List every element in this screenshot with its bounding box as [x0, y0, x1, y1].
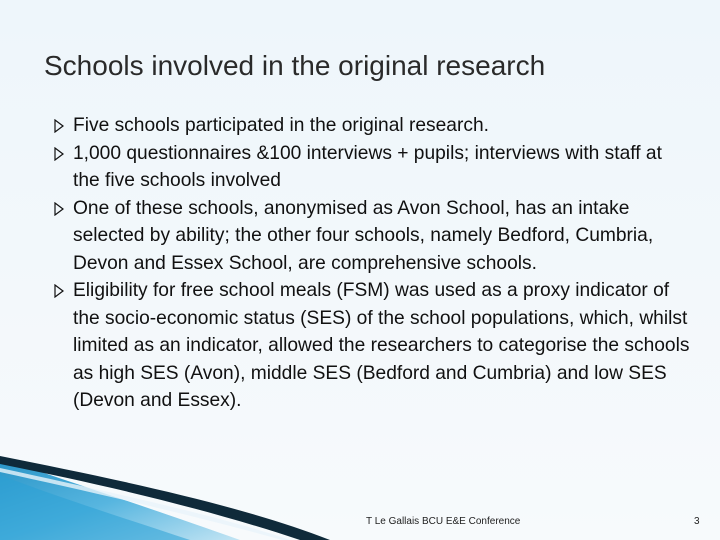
slide-title: Schools involved in the original research [44, 50, 546, 81]
bullet-text: Eligibility for free school meals (FSM) was used as a proxy indicator of the socio-economic status (SES) of the school populations, which, whilst limited as an indicator, allowed the researchers to categorise the schools as high SES (Avon), middle SES (Bedford and Cumbria) and low SES (Devon and Essex). [73, 280, 690, 411]
triangle-right-icon [54, 284, 64, 298]
bullet-item [52, 277, 692, 415]
footer-text: T Le Gallais BCU E&E Conference [366, 516, 521, 527]
bullet-item [52, 112, 692, 140]
bullet-text: 1,000 questionnaires &100 interviews + pupils; interviews with staff at the five schools involved [73, 142, 662, 191]
triangle-right-icon [54, 119, 64, 133]
bullet-text: Five schools participated in the original research. [73, 115, 489, 136]
page-number: 3 [694, 516, 700, 527]
bullet-text: One of these schools, anonymised as Avon School, has an intake selected by ability; the other four schools, namely Bedford, Cumbria, Devon and Essex School, are comprehensive schools. [73, 197, 654, 274]
triangle-right-icon [54, 202, 64, 216]
bullet-item [52, 140, 692, 195]
bullet-list [52, 112, 692, 415]
bullet-item [52, 195, 692, 278]
decorative-swoosh [0, 430, 720, 540]
triangle-right-icon [54, 147, 64, 161]
